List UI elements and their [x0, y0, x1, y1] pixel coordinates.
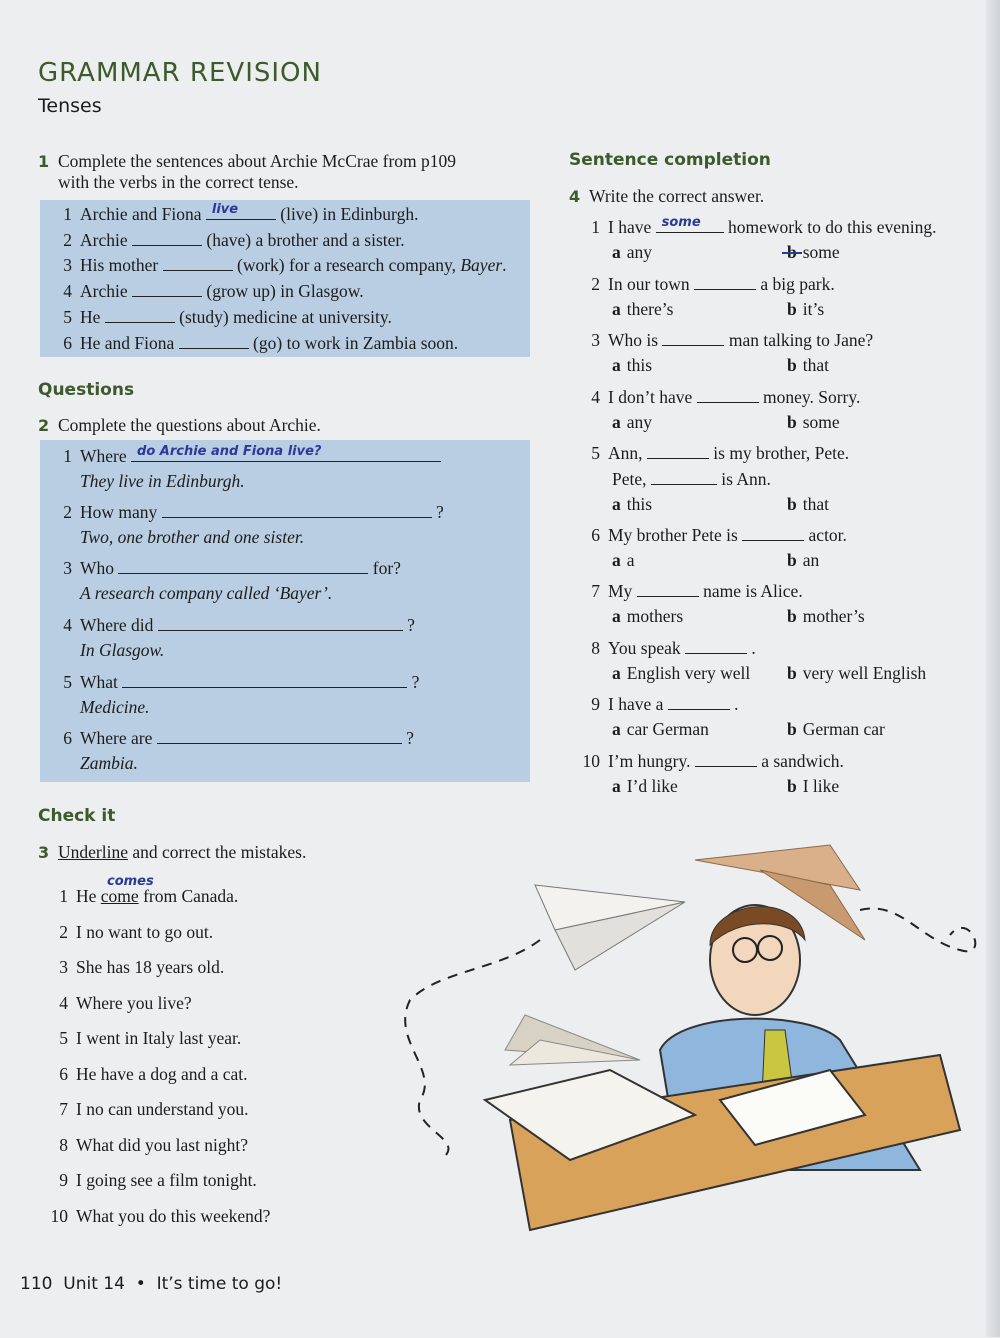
- illustration-man-at-desk: [360, 840, 1000, 1270]
- option-letter: b: [787, 299, 797, 319]
- option-b[interactable]: [787, 299, 824, 319]
- item-number: 2: [63, 230, 72, 250]
- item-text-before: My: [608, 581, 633, 601]
- item-text-after: actor.: [808, 525, 847, 545]
- option-a[interactable]: [612, 242, 652, 262]
- option-letter: b: [787, 776, 797, 796]
- item-text-after: for?: [372, 558, 401, 578]
- completion-item-line2: [612, 468, 771, 489]
- option-text: there’s: [626, 299, 674, 319]
- answer-blank[interactable]: [132, 280, 202, 297]
- option-text: mothers: [626, 606, 684, 626]
- item-text-before: I have a: [608, 694, 664, 714]
- ex1-item: [50, 306, 392, 327]
- item-text-before: Who is: [608, 330, 659, 350]
- handwritten-correction: comes: [107, 874, 154, 889]
- item-number: 1: [63, 204, 72, 224]
- ex3-instruction: [38, 842, 306, 863]
- footer-bullet: •: [135, 1274, 146, 1294]
- item-text-after: (work) for a research company,: [237, 255, 456, 275]
- answer-blank[interactable]: [656, 216, 724, 233]
- question-reply: A research company called ‘Bayer’.: [80, 583, 333, 603]
- option-b[interactable]: [787, 412, 840, 432]
- item-text-before: Where: [80, 446, 127, 466]
- ex1-instruction-line1: Complete the sentences about Archie McCrae from p109: [58, 151, 457, 171]
- item-text-before: Who: [80, 558, 115, 578]
- item-number: 2: [63, 502, 72, 522]
- answer-blank[interactable]: [163, 254, 233, 271]
- item-text-after: ?: [406, 728, 414, 748]
- questions-heading: Questions: [38, 380, 135, 400]
- question-reply: They live in Edinburgh.: [80, 471, 245, 491]
- item-text-before: In our town: [608, 274, 690, 294]
- item-number: 3: [59, 957, 68, 977]
- item-number: 4: [59, 993, 68, 1013]
- item-number: 2: [591, 274, 600, 294]
- check-item: [46, 1206, 270, 1226]
- ex2-instruction-text: Complete the questions about Archie.: [58, 415, 321, 435]
- check-item: [46, 1099, 249, 1119]
- answer-blank[interactable]: [662, 329, 724, 346]
- completion-item: [578, 637, 756, 658]
- option-letter: a: [612, 663, 621, 683]
- check-item: [46, 1028, 241, 1048]
- item-number: 3: [591, 330, 600, 350]
- item-number: 7: [59, 1099, 68, 1119]
- option-b[interactable]: [787, 776, 839, 796]
- option-text: that: [802, 355, 829, 375]
- item-number: 1: [59, 886, 68, 906]
- item-number: 6: [63, 333, 72, 353]
- option-b[interactable]: [787, 606, 865, 626]
- item-text: I went in Italy last year.: [76, 1028, 242, 1048]
- item-text-after: ?: [436, 502, 444, 522]
- item-text-after: .: [751, 638, 756, 658]
- ex2-number: 2: [38, 416, 50, 435]
- item-text-after: (live) in Edinburgh.: [280, 204, 419, 224]
- option-letter: a: [612, 550, 621, 570]
- item-text-after: .: [734, 694, 739, 714]
- question-reply: In Glasgow.: [80, 640, 165, 660]
- item-text-after: is my brother, Pete.: [713, 443, 850, 463]
- option-a[interactable]: [612, 494, 652, 514]
- completion-item: [578, 386, 860, 407]
- item-text-before: My brother Pete is: [608, 525, 738, 545]
- option-text: any: [626, 242, 653, 262]
- item-text-before: Archie and Fiona: [80, 204, 202, 224]
- item-number: 8: [59, 1135, 68, 1155]
- check-heading: Check it: [38, 806, 116, 826]
- ex3-instruction-underlined: Underline: [58, 842, 128, 862]
- flight-path: [860, 908, 975, 951]
- answer-blank[interactable]: [742, 524, 804, 541]
- item-text-after: a big park.: [760, 274, 835, 294]
- item-text: She has 18 years old.: [76, 957, 225, 977]
- item-number: 10: [50, 1206, 68, 1226]
- check-item: [46, 922, 213, 942]
- ex4-instruction-text: Write the correct answer.: [589, 186, 765, 206]
- item-number: 5: [59, 1028, 68, 1048]
- item-number: 6: [59, 1064, 68, 1084]
- option-letter: b: [787, 494, 797, 514]
- item-text-after: (have) a brother and a sister.: [206, 230, 405, 250]
- answer-blank[interactable]: [685, 637, 747, 654]
- option-letter: b: [787, 550, 797, 570]
- option-letter: a: [612, 242, 621, 262]
- ex3-number: 3: [38, 843, 50, 862]
- option-letter: a: [612, 299, 621, 319]
- completion-item: [578, 580, 803, 601]
- option-letter: a: [612, 606, 621, 626]
- item-text-before: I have: [608, 217, 652, 237]
- item-text-after: ?: [411, 672, 420, 692]
- item-text-before: You speak: [608, 638, 681, 658]
- check-item: [46, 1064, 248, 1084]
- answer-blank[interactable]: [651, 468, 717, 485]
- option-letter: a: [612, 719, 621, 739]
- item-text-italic: Bayer: [460, 255, 503, 275]
- option-a[interactable]: [612, 299, 673, 319]
- item-number: 2: [59, 922, 68, 942]
- question-reply: Medicine.: [80, 697, 150, 717]
- answer-blank[interactable]: [131, 445, 441, 462]
- ex1-item: [50, 254, 507, 275]
- unit-label: Unit 14: [63, 1274, 125, 1294]
- option-text: any: [626, 412, 653, 432]
- answer-blank[interactable]: [647, 442, 709, 459]
- completion-item: [578, 442, 849, 463]
- page-number: 110: [20, 1274, 53, 1294]
- question-item: [50, 671, 419, 692]
- item-text: What did you last night?: [76, 1135, 249, 1155]
- ex1-number: 1: [38, 152, 50, 171]
- item-number: 4: [63, 281, 72, 301]
- item-text-after: is Ann.: [721, 469, 771, 489]
- completion-item: [578, 273, 835, 294]
- item-text-before: His mother: [80, 255, 159, 275]
- item-text-after: homework to do this evening.: [728, 217, 937, 237]
- item-number: 9: [59, 1170, 68, 1190]
- option-letter: a: [612, 776, 621, 796]
- answer-blank[interactable]: [105, 306, 175, 323]
- question-item: [50, 445, 441, 466]
- option-letter: b: [787, 606, 797, 626]
- item-number: 5: [63, 672, 72, 692]
- item-text-before: Where did: [80, 615, 154, 635]
- option-text: car German: [626, 719, 709, 739]
- unit-title: It’s time to go!: [156, 1274, 283, 1294]
- completion-heading: Sentence completion: [569, 150, 771, 170]
- item-text: I no can understand you.: [76, 1099, 249, 1119]
- question-reply: Two, one brother and one sister.: [80, 527, 305, 547]
- completion-item: [578, 524, 847, 545]
- option-text: some: [802, 242, 840, 262]
- answer-blank[interactable]: [157, 727, 402, 744]
- item-number: 4: [63, 615, 72, 635]
- question-item: [50, 614, 415, 635]
- option-text: very well English: [802, 663, 927, 683]
- item-number: 1: [63, 446, 72, 466]
- answer-blank[interactable]: [132, 229, 202, 246]
- answer-blank[interactable]: [118, 557, 368, 574]
- item-text-after: man talking to Jane?: [728, 330, 874, 350]
- ex1-instruction-line2: with the verbs in the correct tense.: [58, 172, 299, 192]
- item-text: I going see a film tonight.: [76, 1170, 257, 1190]
- check-item: [46, 886, 238, 906]
- item-number: 1: [591, 217, 600, 237]
- option-b[interactable]: [787, 550, 819, 570]
- handwritten-answer: do Archie and Fiona live?: [137, 444, 322, 459]
- check-item: [46, 1170, 257, 1190]
- answer-blank[interactable]: [697, 386, 759, 403]
- option-b[interactable]: [787, 663, 926, 683]
- option-text: I like: [802, 776, 840, 796]
- item-number: 6: [63, 728, 72, 748]
- paper-plane-icon: [535, 885, 685, 970]
- item-text-before: What: [80, 672, 118, 692]
- answer-blank[interactable]: [122, 671, 407, 688]
- option-letter: b: [787, 355, 797, 375]
- check-item: [46, 1135, 248, 1155]
- item-number: 9: [591, 694, 600, 714]
- item-text-before: Archie: [80, 281, 128, 301]
- item-number: 5: [63, 307, 72, 327]
- item-number: 4: [591, 387, 600, 407]
- option-text: English very well: [626, 663, 751, 683]
- ex1-item: [50, 203, 418, 224]
- item-text-after: a sandwich.: [761, 751, 844, 771]
- answer-blank[interactable]: [162, 501, 432, 518]
- check-item: [46, 993, 192, 1013]
- option-a[interactable]: [612, 412, 652, 432]
- question-reply: Zambia.: [80, 753, 138, 773]
- option-text: I’d like: [626, 776, 678, 796]
- ex1-instruction: [38, 151, 456, 192]
- item-text-after: (study) medicine at university.: [179, 307, 392, 327]
- option-a[interactable]: [612, 550, 635, 570]
- item-text: He: [76, 886, 101, 906]
- option-text: this: [626, 355, 653, 375]
- answer-blank[interactable]: [158, 614, 403, 631]
- item-text-before: I’m hungry.: [608, 751, 691, 771]
- completion-item: [578, 329, 873, 350]
- answer-blank[interactable]: [668, 693, 730, 710]
- item-text-after: from Canada.: [138, 886, 239, 906]
- completion-item: [578, 216, 937, 237]
- option-letter: b: [787, 719, 797, 739]
- option-a[interactable]: [612, 355, 652, 375]
- option-letter: a: [612, 412, 621, 432]
- answer-blank[interactable]: [179, 332, 249, 349]
- item-text-end: .: [502, 255, 507, 275]
- item-number: 8: [591, 638, 600, 658]
- option-b[interactable]: [787, 355, 829, 375]
- page-subtitle: Tenses: [38, 95, 102, 117]
- item-text-before: Archie: [80, 230, 128, 250]
- option-a[interactable]: [612, 606, 683, 626]
- handwritten-answer: some: [661, 215, 701, 230]
- option-a[interactable]: [612, 776, 678, 796]
- item-text: What you do this weekend?: [76, 1206, 271, 1226]
- question-item: [50, 727, 414, 748]
- option-b[interactable]: [787, 242, 840, 262]
- ex4-instruction: [569, 186, 764, 207]
- option-text: mother’s: [802, 606, 865, 626]
- option-text: this: [626, 494, 653, 514]
- option-a[interactable]: [612, 719, 709, 739]
- item-text-before: He and Fiona: [80, 333, 175, 353]
- ex1-item: [50, 229, 405, 250]
- answer-blank[interactable]: [695, 750, 757, 767]
- mistake-underlined: come: [100, 886, 139, 906]
- item-number: 5: [591, 443, 600, 463]
- page-title: GRAMMAR REVISION: [38, 58, 322, 88]
- option-text: an: [802, 550, 820, 570]
- completion-item: [578, 693, 739, 714]
- option-text: German car: [802, 719, 885, 739]
- item-text-after: ?: [407, 615, 415, 635]
- item-text: I no want to go out.: [76, 922, 214, 942]
- item-text: He have a dog and a cat.: [76, 1064, 248, 1084]
- question-item: [50, 501, 444, 522]
- question-item: [50, 557, 401, 578]
- item-number: 3: [63, 558, 72, 578]
- item-text-before: He: [80, 307, 101, 327]
- item-number: 7: [591, 581, 600, 601]
- option-letter: a: [612, 355, 621, 375]
- item-number: 6: [591, 525, 600, 545]
- option-text: some: [802, 412, 840, 432]
- option-a[interactable]: [612, 663, 750, 683]
- ex4-number: 4: [569, 187, 581, 206]
- item-text-after: money. Sorry.: [763, 387, 861, 407]
- item-text-after: name is Alice.: [703, 581, 803, 601]
- item-number: 10: [582, 751, 600, 771]
- item-text-after: (go) to work in Zambia soon.: [253, 333, 459, 353]
- option-text: that: [802, 494, 829, 514]
- option-letter: a: [612, 494, 621, 514]
- item-number: 3: [63, 255, 72, 275]
- ex2-instruction: [38, 415, 321, 436]
- answer-blank[interactable]: [637, 580, 699, 597]
- completion-item: [578, 750, 844, 771]
- answer-blank[interactable]: [694, 273, 756, 290]
- paper-plane-icon: [505, 1015, 640, 1065]
- option-letter: b: [787, 663, 797, 683]
- answer-blank[interactable]: [206, 203, 276, 220]
- option-letter: b: [787, 412, 797, 432]
- item-text-before: Pete,: [612, 469, 647, 489]
- item-text-before: Ann,: [608, 443, 643, 463]
- option-text: a: [626, 550, 635, 570]
- option-letter: b: [787, 242, 797, 262]
- item-text-after: (grow up) in Glasgow.: [206, 281, 364, 301]
- item-text-before: I don’t have: [608, 387, 693, 407]
- item-text: Where you live?: [76, 993, 192, 1013]
- item-text-before: Where are: [80, 728, 153, 748]
- ex3-instruction-rest: and correct the mistakes.: [132, 842, 307, 862]
- option-b[interactable]: [787, 719, 885, 739]
- check-item: [46, 957, 224, 977]
- ex1-item: [50, 332, 458, 353]
- item-text-before: How many: [80, 502, 158, 522]
- ex1-item: [50, 280, 364, 301]
- option-text: it’s: [802, 299, 825, 319]
- option-b[interactable]: [787, 494, 829, 514]
- handwritten-answer: live: [211, 202, 239, 217]
